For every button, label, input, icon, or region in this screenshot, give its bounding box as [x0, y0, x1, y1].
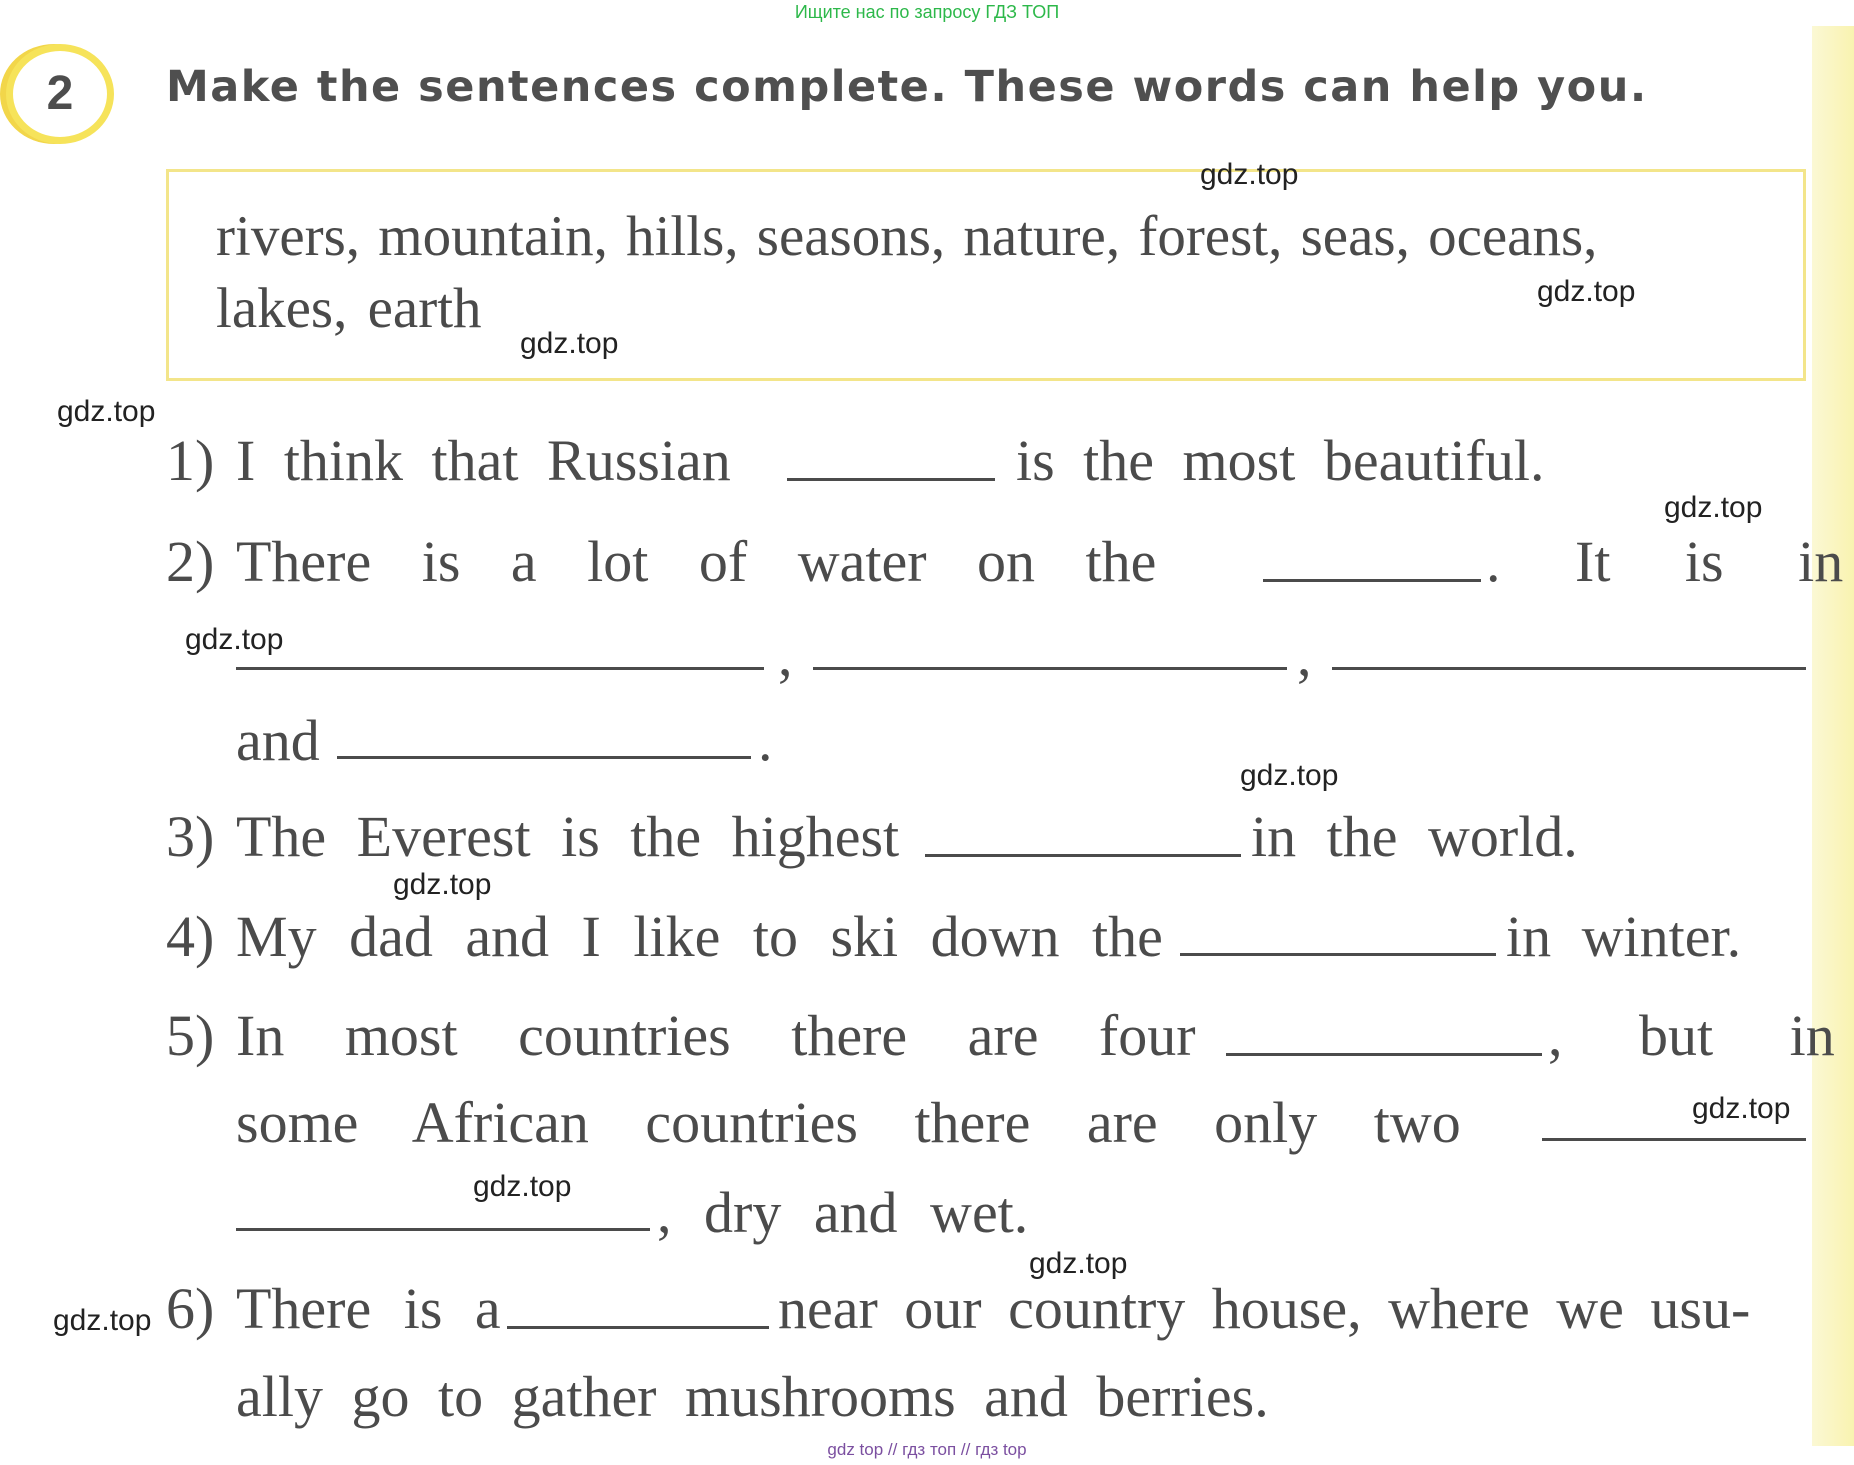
word-bank-line: lakes, earth	[216, 277, 482, 340]
sentence-text: in winter.	[1506, 904, 1742, 969]
sentence-text: ally go to gather mushrooms and berries.	[236, 1364, 1269, 1429]
answer-blank[interactable]	[507, 1326, 769, 1329]
watermark-label: gdz.top	[520, 327, 619, 360]
sentence-text: . It is in	[1486, 529, 1844, 594]
answer-blank[interactable]	[925, 854, 1241, 857]
comma: ,	[778, 623, 793, 688]
watermark-label: gdz.top	[473, 1170, 572, 1203]
sentence-text: In most countries there are four	[236, 1003, 1196, 1068]
sentence-number: 4)	[166, 904, 215, 969]
sentence-number: 3)	[166, 804, 215, 869]
answer-blank[interactable]	[1226, 1053, 1542, 1056]
period: .	[758, 708, 773, 773]
watermark-label: gdz.top	[1240, 759, 1339, 792]
answer-blank[interactable]	[1180, 953, 1496, 956]
sentence-text: in the world.	[1251, 804, 1578, 869]
sentence-text: , but in	[1548, 1003, 1835, 1068]
sentence-number: 6)	[166, 1276, 215, 1341]
top-banner: Ищите нас по запросу ГДЗ ТОП	[794, 2, 1060, 22]
sentence-text: is the most beautiful.	[1016, 428, 1545, 493]
footer: gdz top // гдз топ // гдз top	[827, 1440, 1027, 1459]
watermark-label: gdz.top	[57, 395, 156, 428]
watermark-label: gdz.top	[1029, 1247, 1128, 1280]
sentence-text: , dry and wet.	[657, 1180, 1029, 1245]
answer-blank[interactable]	[236, 1228, 650, 1231]
sentence-text: My dad and I like to ski down the	[236, 904, 1163, 969]
task-number: 2	[46, 67, 74, 120]
word-bank-line: rivers, mountain, hills, seasons, nature, forest, seas, oceans,	[216, 205, 1598, 268]
sentence-text: The Everest is the highest	[236, 804, 900, 869]
watermark-label: gdz.top	[53, 1304, 152, 1337]
answer-blank[interactable]	[236, 667, 764, 670]
answer-blank[interactable]	[813, 667, 1287, 670]
sentence-text: There is a	[236, 1276, 501, 1341]
page-edge-strip	[1812, 26, 1854, 1446]
answer-blank[interactable]	[1263, 579, 1481, 582]
answer-blank[interactable]	[1332, 667, 1806, 670]
comma: ,	[1297, 623, 1312, 688]
answer-blank[interactable]	[337, 756, 751, 759]
watermark-label: gdz.top	[1692, 1092, 1791, 1125]
answer-blank[interactable]	[787, 478, 995, 481]
watermark-label: gdz.top	[185, 623, 284, 656]
sentence-text: near our country house, where we usu-	[778, 1276, 1751, 1341]
watermark-label: gdz.top	[1664, 491, 1763, 524]
sentence-number: 5)	[166, 1003, 215, 1068]
sentence-number: 2)	[166, 529, 215, 594]
sentence-text: I think that Russian	[236, 428, 731, 493]
sentence-number: 1)	[166, 428, 215, 493]
sentence-text: some African countries there are only two	[236, 1090, 1461, 1155]
sentence-text: There is a lot of water on the	[236, 529, 1157, 594]
task-instruction: Make the sentences complete. These words can help you.	[166, 62, 1648, 112]
answer-blank[interactable]	[1542, 1138, 1806, 1141]
sentence-text: and	[236, 708, 320, 773]
watermark-label: gdz.top	[1537, 275, 1636, 308]
watermark-label: gdz.top	[1200, 158, 1299, 191]
watermark-label: gdz.top	[393, 868, 492, 901]
